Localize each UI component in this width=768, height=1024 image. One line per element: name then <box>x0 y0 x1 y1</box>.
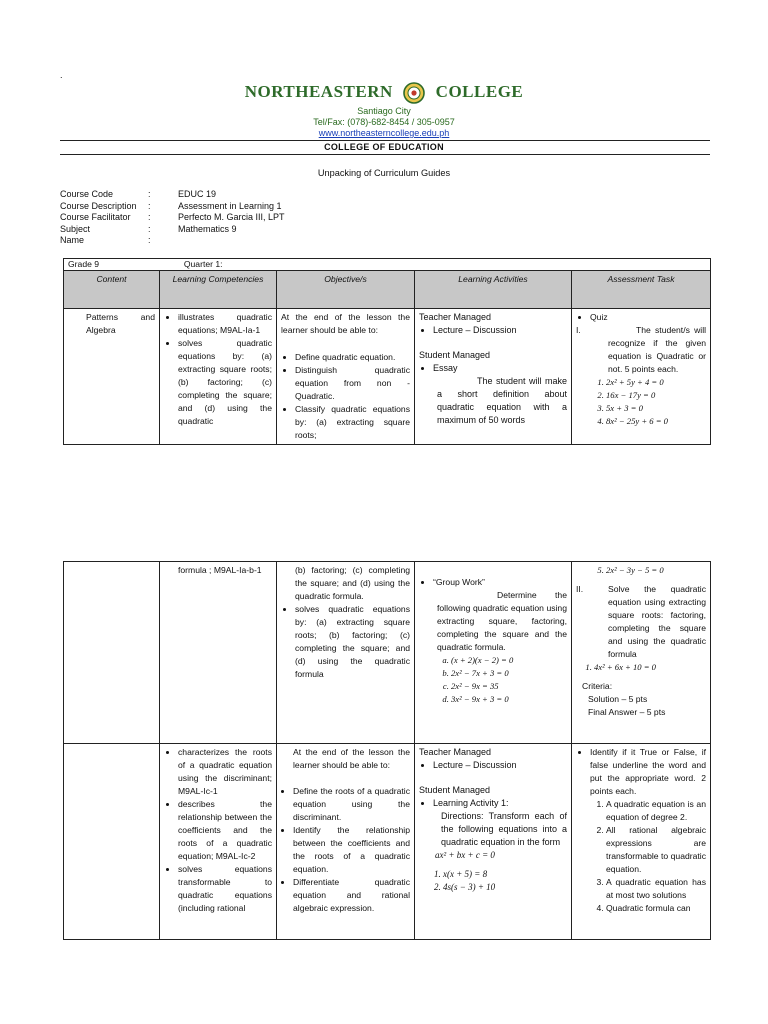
objectives-intro: At the end of the lesson the learner should be able to: <box>281 312 410 335</box>
essay-description: The student will make a short definition about quadratic equation with a maximum of 50 words <box>437 376 567 425</box>
header-content: Content <box>64 271 160 309</box>
activities-cell <box>415 562 572 744</box>
activity-item: • Lecture – Discussion <box>433 324 567 337</box>
objective-item: • Define quadratic equation. <box>295 351 410 364</box>
competency-item: • characterizes the roots of a quadratic equation using the discriminant; M9AL-Ic-1 <box>178 746 272 798</box>
standard-form-equation: ax² + bx + c = 0 <box>435 850 495 860</box>
objectives-cell <box>277 744 415 940</box>
header-assessment: Assessment Task <box>572 271 711 309</box>
activities-cell <box>415 309 572 445</box>
college-website-link[interactable]: www.northeasterncollege.edu.ph <box>318 128 450 138</box>
learning-activity-equation: 2. 4s(s − 3) + 10 <box>443 881 567 894</box>
competency-continuation: formula ; M9AL-Ia-b-1 <box>178 565 262 575</box>
learning-activity-equation: 1. x(x + 5) = 8 <box>443 868 567 881</box>
group-work-equation: c. 2x² − 9x = 35 <box>451 680 567 693</box>
assessment-equation: 4. 8x² − 25y + 6 = 0 <box>606 415 706 428</box>
assessment-quiz: • Quiz <box>590 311 706 324</box>
assessment-cell: 5. 2x² − 3y − 5 = 0 II. Solve the quadratic equation using extracting square roots: factoring, completing the square and using the quadratic formula 1. 4x² + 6x + 10 = 0 Criteria: Solution – 5 pts Final Answer – 5 pts <box>572 562 711 744</box>
header-objectives: Objective/s <box>277 271 415 309</box>
course-info: Course Code : EDUC 19 Course Description : Assessment in Learning 1 Course Facilitator : Perfecto M. Garcia III, LPT Subject : Mathematics 9 Name : <box>60 189 285 245</box>
objective-item: • Identify the relationship between the coefficients and the roots of a quadratic equation. <box>293 824 410 876</box>
grade-label: Grade 9 <box>68 259 100 269</box>
group-work-instructions: Determine the following quadratic equation using extracting square, factoring, completing the square and the quadratic formula. <box>437 590 567 652</box>
competencies-cell <box>160 309 277 445</box>
objectives-cell <box>277 309 415 445</box>
learning-activity-label: • Learning Activity 1: <box>433 797 567 810</box>
assessment-instructions: The student/s will recognize if the given equation is Quadratic or not. 5 points each. <box>608 325 707 374</box>
student-managed-label: Student Managed <box>419 785 491 795</box>
objective-item: • solves quadratic equations by: (a) extracting square roots; (b) factoring; (c) completing the square; and (d) using the quadratic formula <box>295 603 410 681</box>
objective-item: • Define the roots of a quadratic equation using the discriminant. <box>293 785 410 824</box>
activity-item: • Lecture – Discussion <box>433 759 567 772</box>
competency-item: • solves quadratic equations by: (a) extracting square roots; (b) factoring; (c) completing the square; and (d) using the quadratic <box>178 337 272 428</box>
header-competencies: Learning Competencies <box>160 271 277 309</box>
college-logo <box>0 82 768 104</box>
criteria-label: Criteria: <box>582 681 613 691</box>
true-false-item: 3. A quadratic equation has at most two solutions <box>606 876 706 902</box>
quarter-label: Quarter 1: <box>183 259 223 269</box>
objectives-cell <box>277 562 415 744</box>
student-managed-label: Student Managed <box>419 350 491 360</box>
competency-item: • illustrates quadratic equations; M9AL-Ia-1 <box>178 311 272 337</box>
assessment-cell <box>572 744 711 940</box>
group-work-equation: d. 3x² − 9x + 3 = 0 <box>451 693 567 706</box>
objectives-intro: At the end of the lesson the learner should be able to: <box>293 747 410 770</box>
assessment-instructions: • Identify if it True or False, if false underline the word and put the appropriate word. 2 points each. <box>590 746 706 798</box>
activity-item: • Essay <box>433 362 567 375</box>
header-activities: Learning Activities <box>415 271 572 309</box>
assessment-equation: 1. 2x² + 5y + 4 = 0 <box>606 376 706 389</box>
group-work-equation: b. 2x² − 7x + 3 = 0 <box>451 667 567 680</box>
true-false-item: 2. All rational algebraic expressions are transformable to quadratic equation. <box>606 824 706 876</box>
true-false-item: 1. A quadratic equation is an equation of degree 2. <box>606 798 706 824</box>
assessment-equation: 1. 4x² + 6x + 10 = 0 <box>594 661 706 674</box>
criteria-solution: Solution – 5 pts <box>588 694 648 704</box>
group-work-equation: a. (x + 2)(x − 2) = 0 <box>451 654 567 667</box>
assessment-equation: 5. 2x² − 3y − 5 = 0 <box>606 564 706 577</box>
objective-item: • Classify quadratic equations by: (a) extracting square roots; <box>295 403 410 442</box>
curriculum-table-page1 <box>63 258 711 445</box>
competency-item: • solves equations transformable to quadratic equations (including rational <box>178 863 272 915</box>
header-rule-top <box>60 140 710 141</box>
header-rule-bottom <box>60 154 710 155</box>
group-work-label: • “Group Work” <box>433 576 567 589</box>
objective-item: • Distinguish quadratic equation from non - Quadratic. <box>295 364 410 403</box>
content-cell-empty <box>64 562 160 744</box>
learning-activity-directions: Directions: Transform each of the following equations into a quadratic equation in the form <box>441 811 567 847</box>
assessment-instructions: Solve the quadratic equation using extracting square roots: factoring, completing the square and using the quadratic formula <box>608 584 706 659</box>
brand-name-left: NORTHEASTERN <box>244 82 393 102</box>
content-cell: Patterns and Algebra <box>64 309 160 445</box>
true-false-item: 4. Quadratic formula can <box>606 902 706 915</box>
assessment-equation: 3. 5x + 3 = 0 <box>606 402 706 415</box>
college-telfax: Tel/Fax: (078)-682-8454 / 305-0957 <box>313 117 455 127</box>
curriculum-table-page2 <box>63 561 711 940</box>
objective-continuation: (b) factoring; (c) completing the square; and (d) using the quadratic formula. <box>295 565 410 601</box>
brand-name-right: COLLEGE <box>435 82 524 102</box>
competency-item: • describes the relationship between the coefficients and the roots of a quadratic equation; M9AL-Ic-2 <box>178 798 272 863</box>
assessment-equation: 2. 16x − 17y = 0 <box>606 389 706 402</box>
college-seal-icon <box>403 82 425 104</box>
criteria-final-answer: Final Answer – 5 pts <box>588 707 666 717</box>
teacher-managed-label: Teacher Managed <box>419 312 492 322</box>
college-department: COLLEGE OF EDUCATION <box>324 142 444 152</box>
content-cell-empty <box>64 744 160 940</box>
competencies-cell <box>160 744 277 940</box>
assessment-cell: • Quiz I. The student/s will recognize if the given equation is Quadratic or not. 5 points each. 1. 2x² + 5y + 4 = 0 2. 16x − 17y = 0 3. 5x + 3 = 0 4. 8x² − 25y + 6 = 0 <box>572 309 711 445</box>
activities-cell <box>415 744 572 940</box>
competencies-cell <box>160 562 277 744</box>
college-city: Santiago City <box>357 106 411 116</box>
document-title: Unpacking of Curriculum Guides <box>317 168 451 178</box>
teacher-managed-label: Teacher Managed <box>419 747 492 757</box>
stray-mark: . <box>60 70 63 80</box>
objective-item: • Differentiate quadratic equation and rational algebraic expression. <box>293 876 410 915</box>
